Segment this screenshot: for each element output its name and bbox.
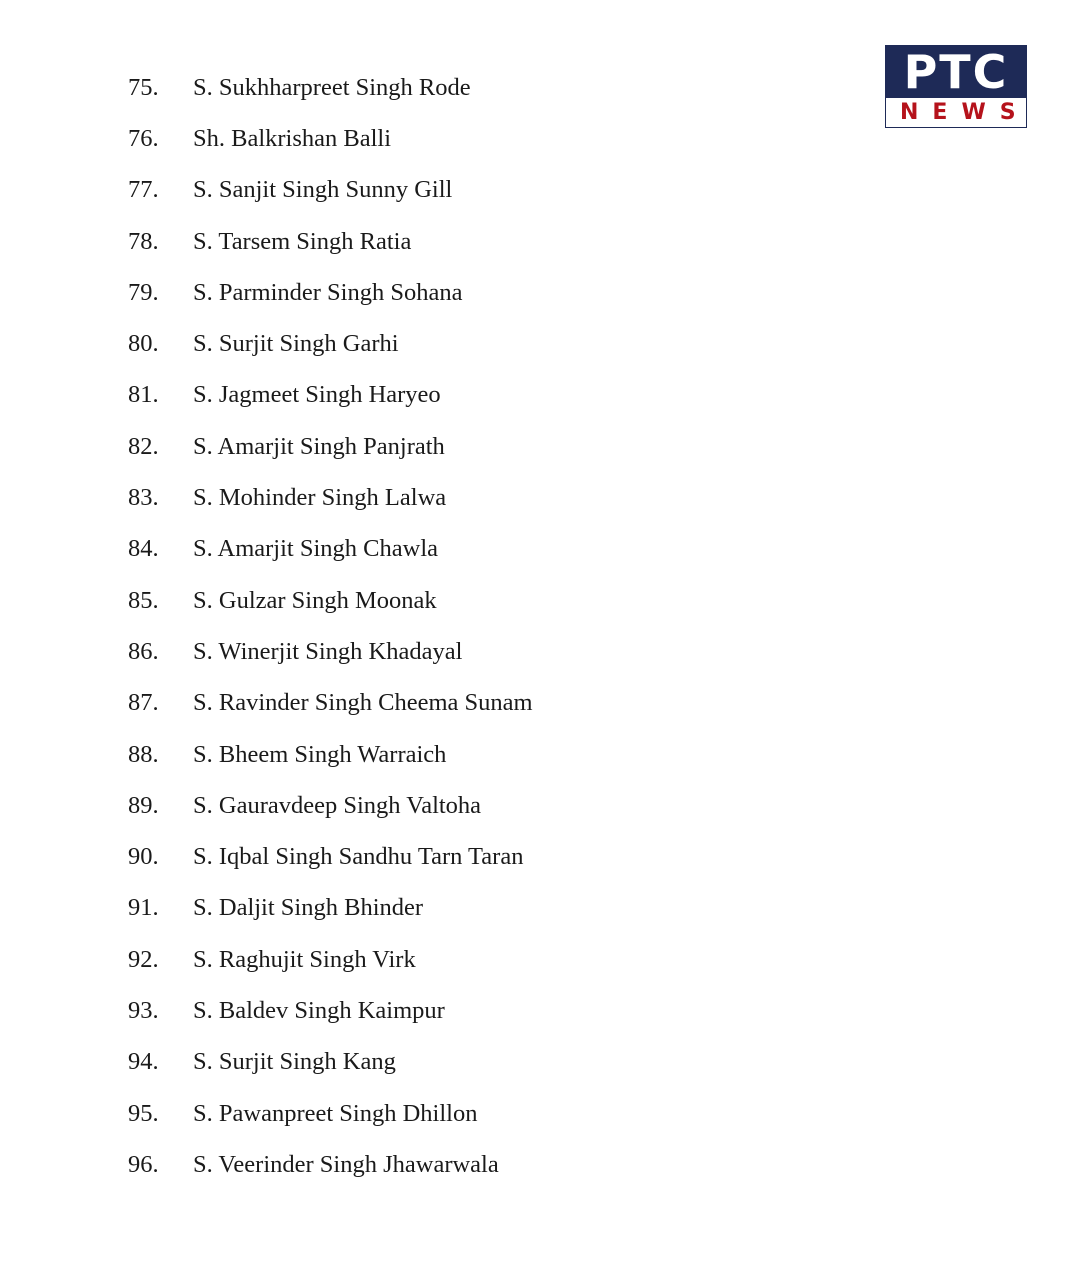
item-number: 75. — [128, 73, 159, 101]
item-name: S. Daljit Singh Bhinder — [193, 894, 424, 922]
list-item — [0, 370, 800, 421]
list-item — [0, 831, 800, 882]
item-name: S. Amarjit Singh Chawla — [193, 535, 438, 563]
list-item — [0, 62, 800, 113]
list-item — [0, 421, 800, 472]
item-number: 83. — [128, 484, 159, 512]
item-name: S. Ravinder Singh Cheema Sunam — [193, 689, 533, 717]
item-number: 78. — [128, 227, 159, 255]
item-name: S. Parminder Singh Sohana — [193, 278, 463, 306]
item-number: 87. — [128, 689, 159, 717]
item-number: 77. — [128, 176, 159, 204]
item-number: 94. — [128, 1048, 159, 1076]
item-number: 89. — [128, 791, 159, 819]
item-name: S. Mohinder Singh Lalwa — [193, 484, 447, 512]
list-item — [0, 985, 800, 1036]
list-item — [0, 524, 800, 575]
item-name: S. Surjit Singh Garhi — [193, 330, 399, 358]
list-item — [0, 575, 800, 626]
list-item — [0, 1139, 800, 1190]
item-name: S. Sanjit Singh Sunny Gill — [193, 176, 453, 204]
item-name: S. Jagmeet Singh Haryeo — [193, 381, 441, 409]
item-number: 76. — [128, 124, 159, 152]
item-number: 80. — [128, 330, 159, 358]
item-number: 90. — [128, 843, 159, 871]
list-item — [0, 113, 800, 164]
item-number: 91. — [128, 894, 159, 922]
item-number: 85. — [128, 586, 159, 614]
item-name: S. Bheem Singh Warraich — [193, 740, 447, 768]
item-number: 93. — [128, 996, 159, 1024]
item-number: 79. — [128, 278, 159, 306]
list-item — [0, 780, 800, 831]
item-number: 82. — [128, 432, 159, 460]
item-number: 81. — [128, 381, 159, 409]
item-number: 92. — [128, 945, 159, 973]
list-item — [0, 934, 800, 985]
list-item — [0, 1037, 800, 1088]
list-item — [0, 1088, 800, 1139]
item-number: 84. — [128, 535, 159, 563]
list-item — [0, 267, 800, 318]
list-item — [0, 678, 800, 729]
list-item — [0, 165, 800, 216]
item-name: S. Tarsem Singh Ratia — [193, 227, 412, 255]
item-name: S. Iqbal Singh Sandhu Tarn Taran — [193, 843, 524, 871]
item-name: S. Gauravdeep Singh Valtoha — [193, 791, 482, 819]
list-item — [0, 216, 800, 267]
item-name: S. Raghujit Singh Virk — [193, 945, 416, 973]
item-name: S. Surjit Singh Kang — [193, 1048, 396, 1076]
list-item — [0, 318, 800, 369]
item-name: S. Winerjit Singh Khadayal — [193, 637, 463, 665]
item-number: 95. — [128, 1099, 159, 1127]
list-item — [0, 472, 800, 523]
member-list — [0, 62, 800, 1191]
item-number: 88. — [128, 740, 159, 768]
item-number: 86. — [128, 637, 159, 665]
logo-news-text: NEWS — [900, 100, 1030, 125]
item-name: S. Gulzar Singh Moonak — [193, 586, 437, 614]
list-item — [0, 729, 800, 780]
item-name: S. Amarjit Singh Panjrath — [193, 432, 445, 460]
item-name: Sh. Balkrishan Balli — [193, 124, 392, 152]
item-name: S. Pawanpreet Singh Dhillon — [193, 1099, 478, 1127]
logo-ptc-text: PTC — [886, 46, 1026, 98]
item-name: S. Sukhharpreet Singh Rode — [193, 73, 471, 101]
list-item — [0, 626, 800, 677]
item-number: 96. — [128, 1150, 159, 1178]
item-name: S. Baldev Singh Kaimpur — [193, 996, 445, 1024]
item-name: S. Veerinder Singh Jhawarwala — [193, 1150, 499, 1178]
list-item — [0, 883, 800, 934]
ptc-news-logo — [885, 45, 1030, 128]
